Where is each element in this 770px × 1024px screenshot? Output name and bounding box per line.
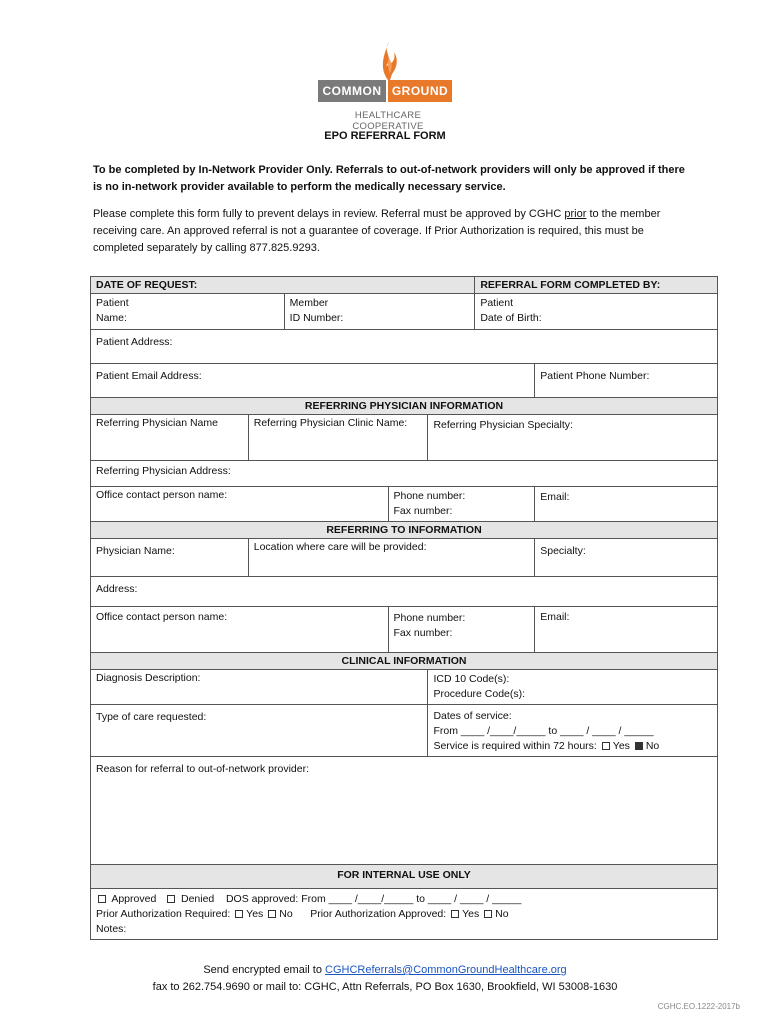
ref-email-field[interactable]: Email: — [535, 487, 718, 522]
ref-physician-address-field[interactable]: Referring Physician Address: — [91, 461, 718, 487]
patient-dob-field[interactable]: Patient Date of Birth: — [475, 294, 718, 330]
to-email-field[interactable]: Email: — [535, 607, 718, 653]
date-of-request-field[interactable]: DATE OF REQUEST: — [91, 277, 475, 294]
to-specialty-field[interactable]: Specialty: — [535, 539, 718, 577]
referral-email-link[interactable]: CGHCReferrals@CommonGroundHealthcare.org — [325, 964, 567, 976]
internal-use-header: FOR INTERNAL USE ONLY — [91, 865, 718, 889]
to-physician-name-field[interactable]: Physician Name: — [91, 539, 249, 577]
reason-field[interactable]: Reason for referral to out-of-network provider: — [91, 757, 718, 865]
clinical-header: CLINICAL INFORMATION — [91, 653, 718, 670]
denied-checkbox[interactable] — [167, 895, 175, 903]
intro-text: Please complete this form fully to prevent delays in review. Referral must be approved by CGHC prior to the member receiving care. An approved referral is not a guarantee of coverage. If Prior Authorization is required, this must be completed separately by calling 877.825.9293. — [93, 208, 661, 254]
ref-physician-specialty-field[interactable]: Referring Physician Specialty: — [428, 415, 718, 461]
diagnosis-field[interactable]: Diagnosis Description: — [91, 670, 428, 705]
ref-physician-name-field[interactable]: Referring Physician Name — [91, 415, 249, 461]
no-72-checkbox[interactable] — [635, 742, 643, 750]
patient-name-field[interactable]: Patient Name: — [91, 294, 285, 330]
form-code: CGHC.EO.1222-2017b — [657, 1002, 740, 1011]
intro-bold-text: To be completed by In-Network Provider Only. Referrals to out-of-network providers will only be approved if there is no in-network provider available to perform the medically necessary service. — [93, 164, 685, 193]
dates-of-service-field[interactable]: Dates of service: From ____ /____/_____ to ____ / ____ / _____ Service is required within 72 hours: Yes No — [428, 705, 718, 757]
form-title: EPO REFERRAL FORM — [324, 130, 446, 142]
logo-word-common: COMMON — [318, 80, 386, 102]
referring-to-header: REFERRING TO INFORMATION — [91, 522, 718, 539]
prior-auth-required-yes-checkbox[interactable] — [235, 910, 243, 918]
prior-auth-required-no-checkbox[interactable] — [268, 910, 276, 918]
referral-form-table — [90, 276, 718, 940]
type-of-care-field[interactable]: Type of care requested: — [91, 705, 428, 757]
approved-checkbox[interactable] — [98, 895, 106, 903]
prior-auth-approved-yes-checkbox[interactable] — [451, 910, 459, 918]
yes-72-checkbox[interactable] — [602, 742, 610, 750]
patient-phone-field[interactable]: Patient Phone Number: — [535, 364, 718, 398]
to-phone-fax-field[interactable]: Phone number: Fax number: — [388, 607, 535, 653]
patient-email-field[interactable]: Patient Email Address: — [91, 364, 535, 398]
footer-mail-line: fax to 262.754.9690 or mail to: CGHC, Attn Referrals, PO Box 1630, Brookfield, WI 53008-1630 — [152, 981, 618, 993]
company-logo — [318, 40, 458, 130]
logo-word-ground: GROUND — [388, 80, 452, 102]
to-office-contact-field[interactable]: Office contact person name: — [91, 607, 389, 653]
internal-use-field: Approved Denied DOS approved: From ____ /____/_____ to ____ / ____ / _____ Prior Authorization Required: Yes No Prior Authorization Approved: Yes No Notes: — [91, 889, 718, 940]
to-location-field[interactable]: Location where care will be provided: — [248, 539, 535, 577]
referring-physician-header: REFERRING PHYSICIAN INFORMATION — [91, 398, 718, 415]
ref-office-contact-field[interactable]: Office contact person name: — [91, 487, 389, 522]
ref-physician-clinic-field[interactable]: Referring Physician Clinic Name: — [248, 415, 428, 461]
codes-field[interactable]: ICD 10 Code(s): Procedure Code(s): — [428, 670, 718, 705]
member-id-field[interactable]: Member ID Number: — [284, 294, 475, 330]
to-address-field[interactable]: Address: — [91, 577, 718, 607]
patient-address-field[interactable]: Patient Address: — [91, 330, 718, 364]
completed-by-field[interactable]: REFERRAL FORM COMPLETED BY: — [475, 277, 718, 294]
footer: Send encrypted email to CGHCReferrals@CommonGroundHealthcare.org fax to 262.754.9690 or mail to: CGHC, Attn Referrals, PO Box 1630, Brookfield, WI 53008-1630 — [152, 964, 618, 993]
logo-subtitle: HEALTHCARE COOPERATIVE — [352, 110, 424, 132]
flame-icon — [378, 40, 400, 80]
prior-auth-approved-no-checkbox[interactable] — [484, 910, 492, 918]
ref-phone-fax-field[interactable]: Phone number: Fax number: — [388, 487, 535, 522]
